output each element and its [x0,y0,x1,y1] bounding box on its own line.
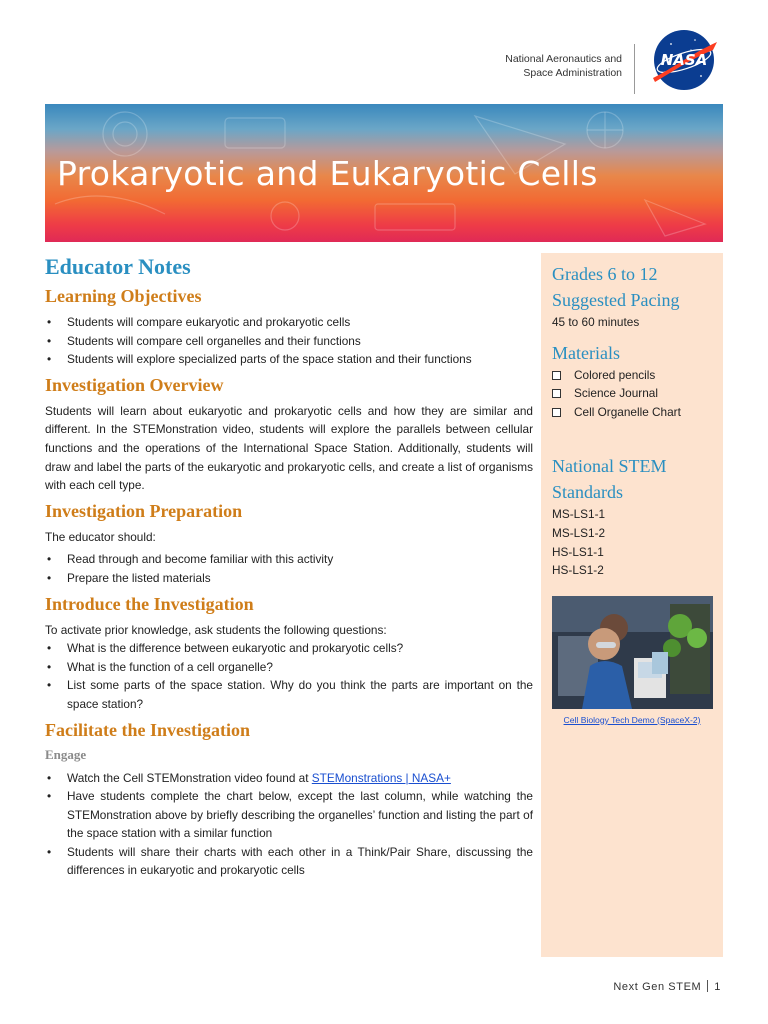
list-item: • Students will share their charts with each other in a Think/Pair Share, discussing the differences in eukaryotic and prokaryotic cells [45,843,533,880]
materials-heading: Materials [552,342,620,363]
materials-item-label: Colored pencils [574,367,656,382]
agency-name-line2: Space Administration [523,67,622,79]
title-banner [45,104,723,242]
pacing-value: 45 to 60 minutes [552,315,640,329]
learning-objectives-heading: Learning Objectives [45,286,202,306]
list-item: • Students will compare cell organelles and their functions [45,332,533,351]
investigation-preparation-heading: Investigation Preparation [45,500,243,521]
page-number: 1 [714,981,721,993]
sidebar [541,253,723,957]
introduce-questions-list [45,639,533,713]
footer-label: Next Gen STEM [613,981,702,993]
checkbox-icon [552,408,561,417]
stemonstrations-link[interactable]: STEMonstrations | NASA+ [311,770,451,785]
materials-item [552,403,712,422]
standards-heading-line2: Standards [552,482,623,503]
agency-name [505,52,622,80]
list-item: • Read through and become familiar with this activity [45,550,533,569]
nasa-logo-icon [645,28,723,92]
introduce-intro: To activate prior knowledge, ask students the following questions: [45,622,387,637]
introduce-investigation-heading: Introduce the Investigation [45,593,254,614]
header-divider [634,44,635,94]
checkbox-icon [552,371,561,380]
materials-item-label: Science Journal [574,386,658,401]
engage-item-text: Watch the Cell STEMonstration video found at [67,770,312,785]
engage-subheading: Engage [45,746,87,762]
standard-code: HS-LS1-2 [552,563,604,578]
learning-objectives-list [45,313,533,369]
educator-notes-heading: Educator Notes [45,254,191,279]
page-footer [613,980,721,993]
main-content [45,252,533,880]
list-item [45,769,533,788]
grades-heading: Grades 6 to 12 [552,264,658,284]
investigation-overview-heading: Investigation Overview [45,374,224,395]
photo-caption-link[interactable]: Cell Biology Tech Demo (SpaceX-2) [563,714,701,725]
nasa-logo-text: NASA [660,51,708,69]
checkbox-icon [552,389,561,398]
engage-list [45,769,533,881]
facilitate-investigation-heading: Facilitate the Investigation [45,719,250,740]
investigation-overview-text: Students will learn about eukaryotic and prokaryotic cells and how they are similar and different. In the STEMonstration video, students will explore the parallels between cellular functions and the operations of the International Space Station. Additionally, students will draw and label the parts of the eukaryotic and prokaryotic cells, and create a list of organisms with each cell type. [45,403,533,493]
agency-name-line1: National Aeronautics and [505,53,622,65]
preparation-intro: The educator should: [45,529,156,544]
materials-item [552,384,712,403]
standard-code: MS-LS1-2 [552,525,606,540]
list-item: • Have students complete the chart below, except the last column, while watching the STEMonstration above by briefly describing the organelles’ function and listing the part of the space station with a similar function [45,787,533,843]
standard-code: MS-LS1-1 [552,507,606,522]
list-item: • What is the difference between eukaryotic and prokaryotic cells? [45,639,533,658]
list-item: • List some parts of the space station. Why do you think the parts are important on the space station? [45,676,533,713]
list-item: • Students will explore specialized parts of the space station and their functions [45,350,533,369]
materials-item [552,366,712,385]
standards-heading-line1: National STEM [552,456,667,477]
pacing-heading: Suggested Pacing [552,290,680,310]
list-item: • Prepare the listed materials [45,569,533,588]
page-title: Prokaryotic and Eukaryotic Cells [57,154,598,193]
list-item: • What is the function of a cell organelle? [45,658,533,677]
astronaut-photo [552,596,713,709]
preparation-list [45,550,533,587]
standard-code: HS-LS1-1 [552,544,604,559]
materials-item-label: Cell Organelle Chart [574,404,681,419]
footer-divider [707,980,708,992]
list-item: • Students will compare eukaryotic and prokaryotic cells [45,313,533,332]
